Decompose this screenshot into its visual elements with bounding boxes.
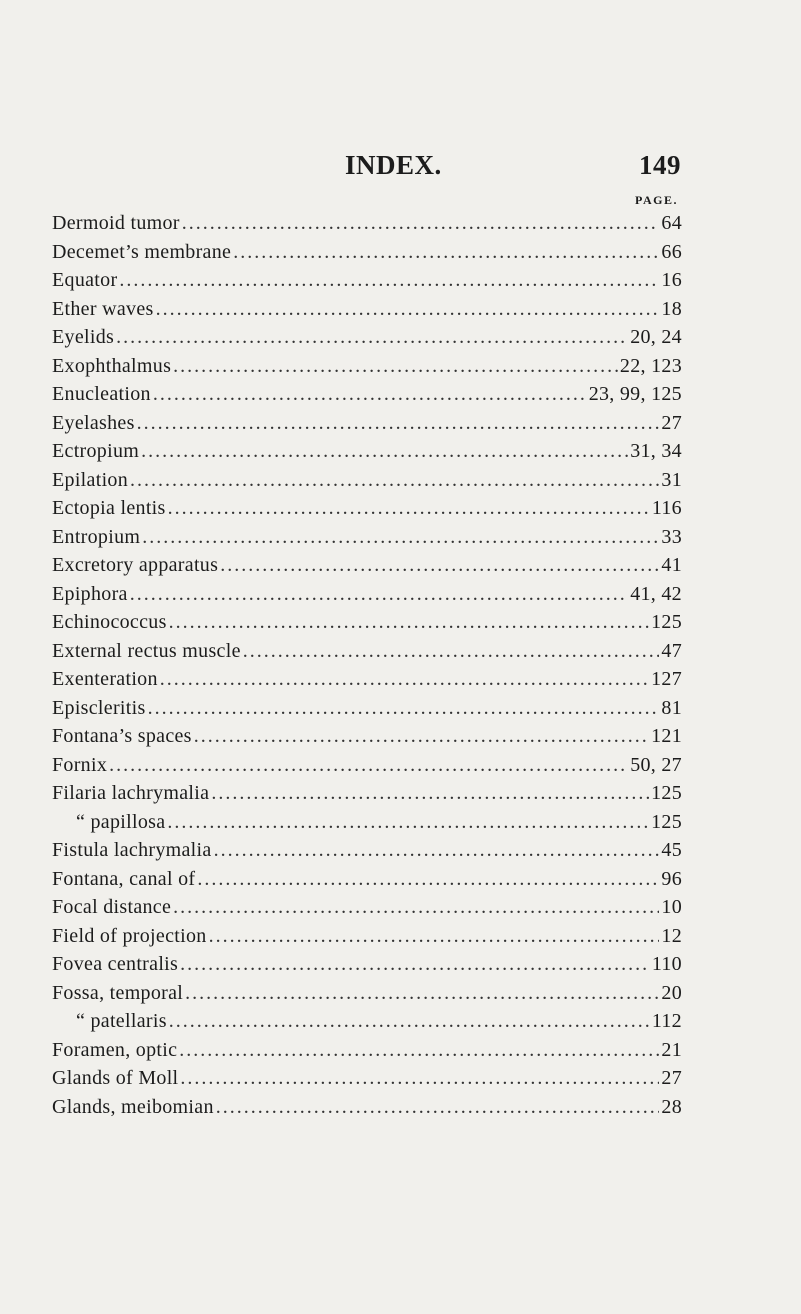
dot-leader (169, 608, 649, 637)
dot-leader (180, 950, 650, 979)
index-entry (52, 209, 682, 238)
running-head (345, 150, 681, 182)
index-entry (52, 409, 682, 438)
index-term: Exenteration (52, 668, 158, 690)
index-term: Glands, meibomian (52, 1095, 214, 1118)
index-pages: 121 (651, 725, 682, 747)
index-entry (52, 865, 682, 894)
index-entry (52, 238, 682, 267)
index-term: Dermoid tumor (52, 212, 180, 234)
index-term: Fossa, temporal (52, 981, 184, 1004)
index-term: “ patellaris (76, 1010, 167, 1032)
dot-leader (182, 209, 660, 238)
dot-leader (180, 1064, 659, 1093)
index-entry (52, 494, 682, 523)
dot-leader (185, 979, 659, 1008)
dot-leader (214, 836, 660, 865)
index-pages: 33 (661, 525, 682, 548)
dot-leader (109, 751, 628, 780)
dot-leader (194, 722, 649, 751)
index-pages: 16 (661, 269, 682, 291)
index-term: Foramen, optic (52, 1038, 178, 1061)
dot-leader (233, 238, 659, 267)
index-pages: 127 (651, 668, 682, 690)
index-entry (52, 608, 682, 637)
index-pages: 27 (661, 411, 682, 434)
page-column-label: PAGE. (635, 193, 678, 207)
index-pages: 18 (661, 297, 682, 320)
dot-leader (141, 437, 628, 466)
index-term: Entropium (52, 525, 141, 548)
index-entry (52, 694, 682, 723)
dot-leader (119, 266, 659, 295)
dot-leader (179, 1036, 659, 1065)
index-term: Eyelashes (52, 411, 135, 434)
index-pages: 41, 42 (630, 582, 682, 605)
index-term: Decemet’s membrane (52, 240, 232, 263)
index-entry (52, 665, 682, 694)
index-pages: 28 (661, 1095, 682, 1118)
dot-leader (220, 551, 659, 580)
index-term: Field of projection (52, 924, 207, 947)
index-pages: 81 (661, 696, 682, 719)
index-term: Exophthalmus (52, 354, 172, 377)
dot-leader (173, 893, 659, 922)
index-pages: 96 (661, 867, 682, 890)
index-entry (52, 637, 682, 666)
index-term: Episcleritis (52, 696, 146, 719)
dot-leader (156, 295, 660, 324)
index-term: Excretory apparatus (52, 554, 219, 576)
index-entry (52, 551, 682, 580)
index-term: Ether waves (52, 297, 154, 320)
index-term: Ectropium (52, 440, 140, 462)
page-title: INDEX. (345, 150, 442, 180)
index-term: Fovea centralis (52, 953, 179, 975)
index-pages: 45 (661, 839, 682, 861)
index-pages: 66 (661, 240, 682, 263)
index-entry (52, 1007, 682, 1036)
index-pages: 125 (651, 782, 682, 804)
index-term: Eyelids (52, 326, 115, 348)
index-pages: 50, 27 (630, 753, 682, 776)
index-entry (52, 380, 682, 409)
dot-leader (160, 665, 649, 694)
dot-leader (216, 1093, 660, 1122)
index-pages: 22, 123 (619, 354, 682, 377)
index-term: Ectopia lentis (52, 497, 166, 519)
index-term: Equator (52, 269, 118, 291)
dot-leader (211, 779, 649, 808)
index-pages: 21 (661, 1038, 682, 1061)
index-entry (52, 922, 682, 951)
index-entry (52, 1093, 682, 1122)
index-entry (52, 466, 682, 495)
index-entry (52, 722, 682, 751)
index-term: Glands of Moll (52, 1067, 179, 1089)
index-entry (52, 323, 682, 352)
index-term: Focal distance (52, 896, 172, 918)
index-pages: 12 (661, 924, 682, 947)
index-entry (52, 751, 682, 780)
index-entry (52, 266, 682, 295)
index-pages: 20, 24 (630, 326, 682, 348)
page-number: 149 (639, 150, 681, 180)
index-entries (52, 209, 682, 1121)
index-pages: 112 (651, 1010, 682, 1032)
index-pages: 20 (661, 981, 682, 1004)
index-term: External rectus muscle (52, 639, 241, 662)
index-pages: 110 (651, 953, 682, 975)
index-pages: 125 (651, 810, 682, 833)
index-pages: 116 (651, 497, 682, 519)
index-pages: 31, 34 (630, 440, 682, 462)
dot-leader (116, 323, 628, 352)
index-term: Fistula lachrymalia (52, 839, 212, 861)
index-entry (52, 950, 682, 979)
index-term: Echinococcus (52, 611, 167, 633)
index-pages: 23, 99, 125 (588, 383, 682, 405)
index-term: “ papillosa (76, 810, 166, 833)
index-entry (52, 295, 682, 324)
dot-leader (243, 637, 660, 666)
dot-leader (130, 466, 659, 495)
dot-leader (142, 523, 659, 552)
dot-leader (197, 865, 659, 894)
dot-leader (169, 1007, 650, 1036)
dot-leader (148, 694, 660, 723)
index-entry (52, 1036, 682, 1065)
index-entry (52, 836, 682, 865)
index-entry (52, 352, 682, 381)
dot-leader (130, 580, 628, 609)
index-term: Fontana, canal of (52, 867, 196, 890)
index-pages: 27 (661, 1067, 682, 1089)
index-entry (52, 1064, 682, 1093)
index-entry (52, 779, 682, 808)
index-entry (52, 979, 682, 1008)
dot-leader (209, 922, 660, 951)
index-pages: 31 (661, 468, 682, 491)
index-term: Enucleation (52, 383, 151, 405)
index-term: Fornix (52, 753, 108, 776)
index-term: Epilation (52, 468, 129, 491)
index-term: Filaria lachrymalia (52, 782, 210, 804)
index-entry (52, 808, 682, 837)
index-pages: 125 (651, 611, 682, 633)
index-entry (52, 437, 682, 466)
index-pages: 47 (661, 639, 682, 662)
index-term: Epiphora (52, 582, 128, 605)
index-entry (52, 580, 682, 609)
dot-leader (153, 380, 587, 409)
dot-leader (137, 409, 660, 438)
dot-leader (167, 808, 649, 837)
dot-leader (168, 494, 650, 523)
dot-leader (173, 352, 618, 381)
index-entry (52, 523, 682, 552)
index-entry (52, 893, 682, 922)
index-pages: 10 (661, 896, 682, 918)
index-pages: 41 (661, 554, 682, 576)
index-term: Fontana’s spaces (52, 725, 192, 747)
index-pages: 64 (661, 212, 682, 234)
